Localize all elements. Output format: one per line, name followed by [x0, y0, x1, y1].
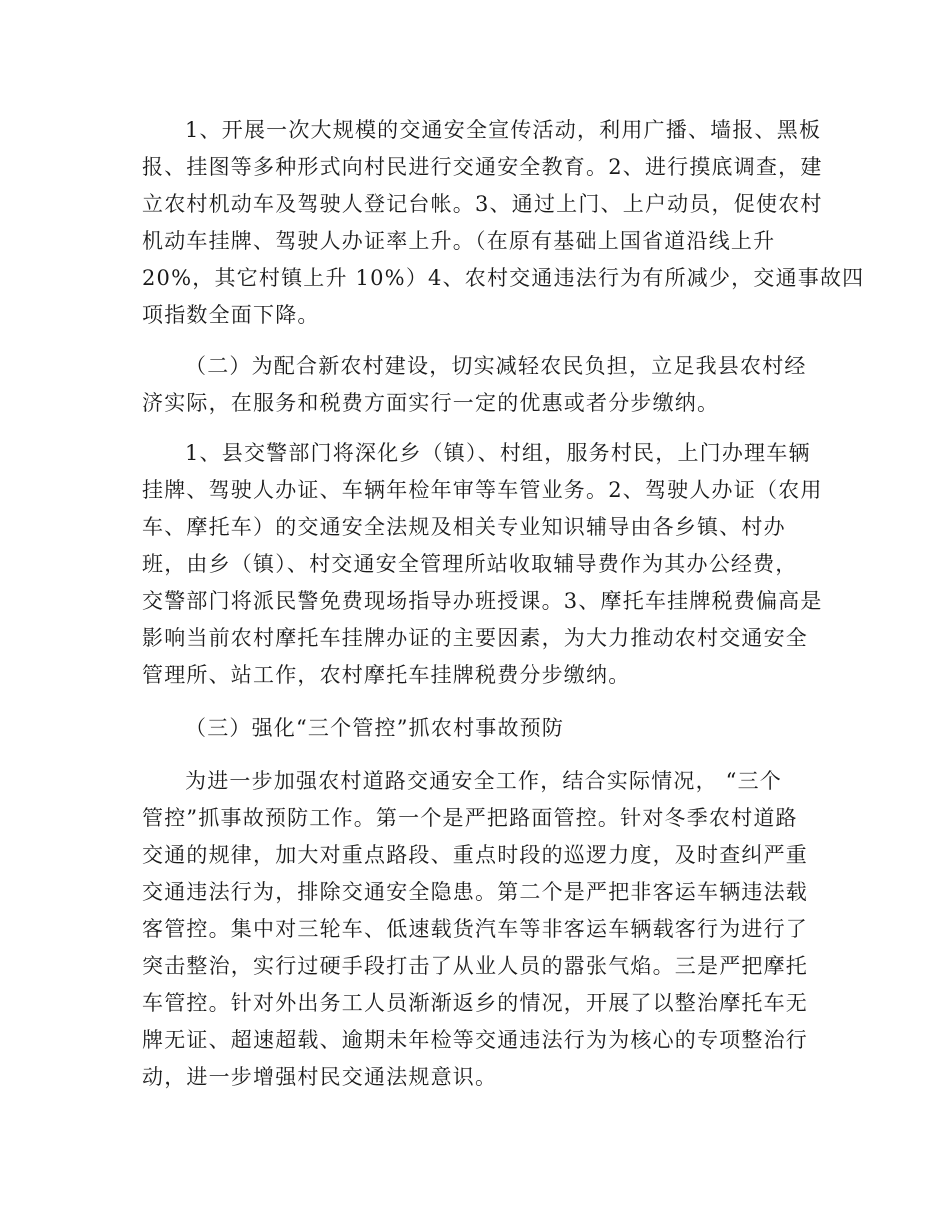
paragraph-3-line-6: 影响当前农村摩托车挂牌办证的主要因素，为大力推动农村交通安全 [142, 626, 808, 650]
paragraph-3-line-7: 管理所、站工作，农村摩托车挂牌税费分步缴纳。 [142, 663, 631, 687]
paragraph-5-line-6: 突击整治，实行过硬手段打击了从业人员的嚣张气焰。三是严把摩托 [142, 954, 808, 978]
paragraph-5-line-2: 管控”抓事故预防工作。第一个是严把路面管控。针对冬季农村道路 [142, 806, 798, 830]
paragraph-2-line-2: 济实际，在服务和税费方面实行一定的优惠或者分步缴纳。 [142, 391, 720, 415]
paragraph-3-line-3: 车、摩托车）的交通安全法规及相关专业知识辅导由各乡镇、村办 [142, 515, 786, 539]
paragraph-5-line-3: 交通的规律，加大对重点路段、重点时段的巡逻力度，及时查纠严重 [142, 843, 808, 867]
paragraph-3-line-2: 挂牌、驾驶人办证、车辆年检年审等车管业务。2、驾驶人办证（农用 [142, 478, 823, 502]
paragraph-3-line-5: 交警部门将派民警免费现场指导办班授课。3、摩托车挂牌税费偏高是 [142, 589, 823, 613]
paragraph-5-line-7: 车管控。针对外出务工人员渐渐返乡的情况，开展了以整治摩托车无 [142, 991, 808, 1015]
paragraph-1-line-2: 报、挂图等多种形式向村民进行交通安全教育。2、进行摸底调查，建 [142, 155, 823, 179]
paragraph-1-line-1: 1、开展一次大规模的交通安全宣传活动，利用广播、墙报、黑板 [185, 118, 822, 142]
section-heading-3: （三）强化“三个管控”抓农村事故预防 [185, 716, 565, 740]
paragraph-5-line-1: 为进一步加强农村道路交通安全工作，结合实际情况， “三个 [185, 769, 783, 793]
paragraph-5-line-9: 动，进一步增强村民交通法规意识。 [142, 1065, 498, 1089]
paragraph-5-line-5: 客管控。集中对三轮车、低速载货汽车等非客运车辆载客行为进行了 [142, 917, 808, 941]
paragraph-3-line-1: 1、县交警部门将深化乡（镇）、村组，服务村民，上门办理车辆 [185, 441, 811, 465]
paragraph-3-line-4: 班，由乡（镇）、村交通安全管理所站收取辅导费作为其办公经费， [142, 552, 798, 576]
paragraph-1-line-4: 机动车挂牌、驾驶人办证率上升。（在原有基础上国省道沿线上升 [142, 229, 776, 253]
paragraph-1-line-3: 立农村机动车及驾驶人登记台帐。3、通过上门、上户动员，促使农村 [142, 192, 823, 216]
paragraph-2-line-1: （二）为配合新农村建设，切实减轻农民负担，立足我县农村经 [185, 354, 807, 378]
paragraph-1-line-5: 20%，其它村镇上升 10%）4、农村交通违法行为有所减少，交通事故四 [142, 266, 865, 290]
paragraph-5-line-4: 交通违法行为，排除交通安全隐患。第二个是严把非客运车辆违法载 [142, 880, 808, 904]
paragraph-5-line-8: 牌无证、超速超载、逾期未年检等交通违法行为为核心的专项整治行 [142, 1028, 808, 1052]
paragraph-1-line-6: 项指数全面下降。 [142, 303, 320, 327]
